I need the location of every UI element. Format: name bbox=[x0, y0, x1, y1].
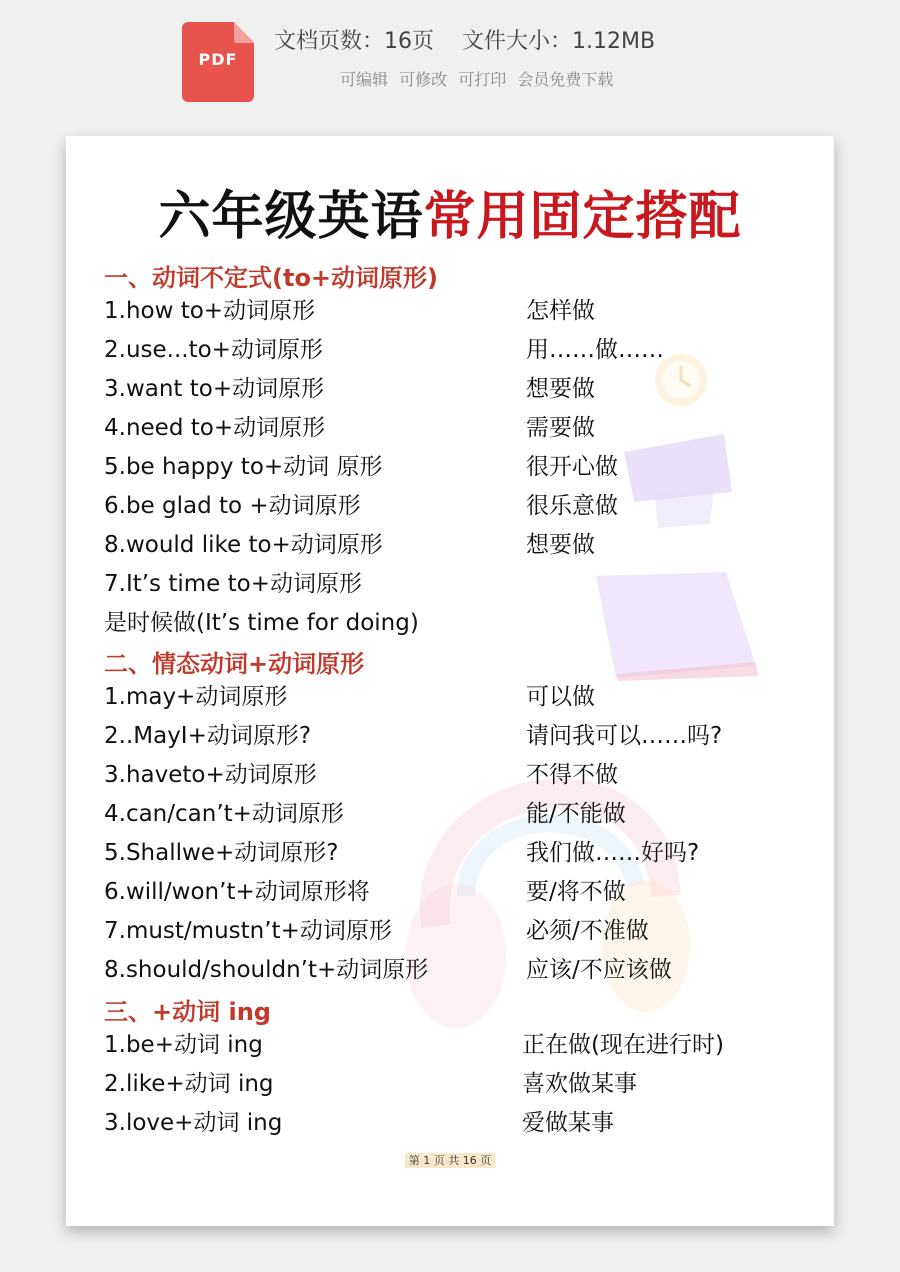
phrase-cn: 能/不能做 bbox=[526, 801, 626, 827]
phrase-cn: 需要做 bbox=[526, 415, 595, 441]
list-item bbox=[104, 487, 804, 523]
phrase-cn: 很乐意做 bbox=[526, 493, 618, 519]
phrase-cn: 想要做 bbox=[526, 376, 595, 402]
section-heading-modal-verbs: 二、情态动词+动词原形 bbox=[104, 650, 365, 678]
phrase-en: 2.like+动词 ing bbox=[104, 1071, 274, 1097]
feature-printable: 可打印 bbox=[458, 70, 507, 89]
phrase-en: 3.want to+动词原形 bbox=[104, 376, 325, 402]
list-item bbox=[104, 951, 804, 987]
list-item bbox=[104, 526, 804, 562]
phrase-en: 2.use...to+动词原形 bbox=[104, 337, 323, 363]
phrase-en: 3.love+动词 ing bbox=[104, 1110, 283, 1136]
list-item bbox=[104, 604, 804, 640]
phrase-cn: 爱做某事 bbox=[522, 1110, 614, 1136]
phrase-en: 6.be glad to +动词原形 bbox=[104, 493, 361, 519]
document-page[interactable] bbox=[66, 136, 834, 1226]
feature-list bbox=[340, 67, 613, 90]
list-item bbox=[104, 448, 804, 484]
page-count-info: 文档页数：16页 bbox=[274, 29, 434, 54]
list-item bbox=[104, 795, 804, 831]
list-item bbox=[104, 834, 804, 870]
phrase-cn: 应该/不应该做 bbox=[526, 957, 672, 983]
phrase-en: 4.need to+动词原形 bbox=[104, 415, 326, 441]
feature-modifiable: 可修改 bbox=[399, 70, 448, 89]
feature-editable: 可编辑 bbox=[340, 70, 389, 89]
phrase-en: 5.Shallwe+动词原形? bbox=[104, 840, 339, 866]
phrase-en: 8.would like to+动词原形 bbox=[104, 532, 383, 558]
title-part-red: 常用固定搭配 bbox=[423, 186, 742, 247]
phrase-en: 2..MayI+动词原形? bbox=[104, 723, 312, 749]
phrase-cn: 很开心做 bbox=[526, 454, 618, 480]
phrase-cn: 想要做 bbox=[526, 532, 595, 558]
phrase-en: 5.be happy to+动词 原形 bbox=[104, 454, 383, 480]
list-item bbox=[104, 370, 804, 406]
list-item bbox=[104, 1065, 804, 1101]
list-item bbox=[104, 1026, 804, 1062]
phrase-cn: 我们做……好吗? bbox=[526, 840, 700, 866]
phrase-en: 1.how to+动词原形 bbox=[104, 298, 316, 324]
list-item bbox=[104, 331, 804, 367]
phrase-en: 7.It’s time to+动词原形 bbox=[104, 571, 362, 597]
phrase-en: 6.will/won’t+动词原形将 bbox=[104, 879, 370, 905]
list-item bbox=[104, 1104, 804, 1140]
list-item bbox=[104, 409, 804, 445]
phrase-en: 8.should/shouldn’t+动词原形 bbox=[104, 957, 429, 983]
phrase-cn: 用……做…… bbox=[526, 337, 664, 363]
section-heading-infinitive: 一、动词不定式(to+动词原形) bbox=[104, 264, 439, 292]
phrase-en: 7.must/mustn’t+动词原形 bbox=[104, 918, 392, 944]
list-item bbox=[104, 873, 804, 909]
pdf-badge-label: PDF bbox=[198, 50, 238, 69]
list-item bbox=[104, 912, 804, 948]
phrase-cn: 怎样做 bbox=[526, 298, 595, 324]
phrase-cn: 要/将不做 bbox=[526, 879, 626, 905]
page-title bbox=[66, 174, 834, 249]
phrase-en: 是时候做(It’s time for doing) bbox=[104, 610, 419, 636]
list-item bbox=[104, 756, 804, 792]
list-item bbox=[104, 292, 804, 328]
phrase-cn: 正在做(现在进行时) bbox=[522, 1032, 724, 1058]
phrase-cn: 必须/不准做 bbox=[526, 918, 649, 944]
phrase-cn: 喜欢做某事 bbox=[522, 1071, 637, 1097]
phrase-cn: 请问我可以……吗? bbox=[526, 723, 723, 749]
page-indicator: 第 1 页 共 16 页 bbox=[405, 1153, 495, 1168]
document-meta bbox=[274, 24, 655, 55]
title-part-black: 六年级英语 bbox=[158, 186, 424, 247]
feature-member-download: 会员免费下载 bbox=[517, 70, 614, 89]
section-heading-gerund: 三、+动词 ing bbox=[104, 998, 271, 1026]
document-info-header bbox=[0, 0, 900, 120]
list-item bbox=[104, 678, 804, 714]
page-footer bbox=[66, 1152, 834, 1168]
list-item bbox=[104, 717, 804, 753]
phrase-en: 1.may+动词原形 bbox=[104, 684, 288, 710]
list-item bbox=[104, 565, 804, 601]
phrase-cn: 不得不做 bbox=[526, 762, 618, 788]
phrase-en: 1.be+动词 ing bbox=[104, 1032, 263, 1058]
phrase-cn: 可以做 bbox=[526, 684, 595, 710]
phrase-en: 4.can/can’t+动词原形 bbox=[104, 801, 344, 827]
phrase-en: 3.haveto+动词原形 bbox=[104, 762, 317, 788]
file-size-info: 文件大小：1.12MB bbox=[462, 29, 656, 54]
